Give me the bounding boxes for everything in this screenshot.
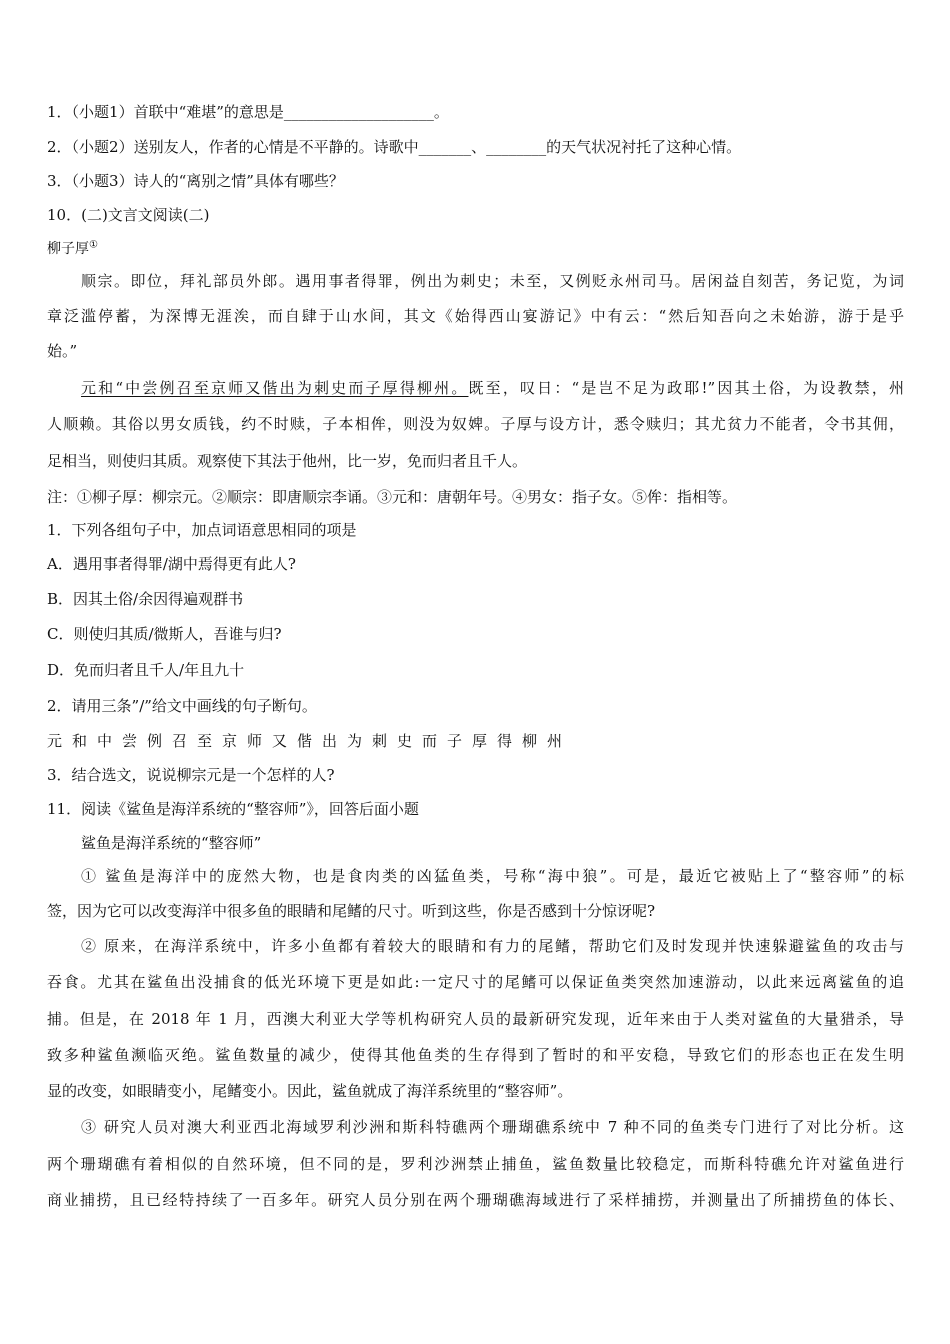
option-b: B．因其土俗/余因得遍观群书: [47, 590, 244, 608]
passage-p1-line2: 章泛滥停蓄，为深博无涯涘，而自肆于山水间，其文《始得西山宴游记》中有云：“然后知吾向之未始游，游于是乎: [47, 307, 904, 325]
article-p2-line4: 致多种鲨鱼濒临灭绝。鲨鱼数量的减少，使得其他鱼类的生存得到了暂时的和平安稳，导致它们的形态也正在发生明: [47, 1046, 904, 1064]
sub-question-2: 2．请用三条”/”给文中画线的句子断句。: [47, 697, 317, 715]
passage-p1-line1: 顺宗。即位，拜礼部员外郎。遇用事者得罪，例出为刺史；未至，又例贬永州司马。居闲益自刻苦，务记览，为词: [81, 272, 904, 290]
sub-question-1: 1．下列各组句子中，加点词语意思相同的项是: [47, 521, 357, 539]
section-10-heading: 10．(二)文言文阅读(二): [47, 206, 210, 224]
sub-question-3: 3．结合选文，说说柳宗元是一个怎样的人?: [47, 766, 335, 784]
passage-title: [47, 239, 98, 259]
footnote-marker: ①: [89, 239, 98, 251]
option-d: D．免而归者且千人/年且九十: [47, 661, 245, 679]
question-3: 3．（小题3）诗人的“离别之情”具体有哪些？: [47, 172, 344, 190]
passage-p2-line1: [81, 378, 904, 398]
article-p1-line2: 签，因为它可以改变海洋中很多鱼的眼睛和尾鳍的尺寸。听到这些，你是否感到十分惊讶呢?: [47, 902, 656, 920]
article-p2-line2: 吞食。尤其在鲨鱼出没捕食的低光环境下更是如此:一定尺寸的尾鳍可以保证鱼类突然加速游动，以此来远离鲨鱼的追: [47, 973, 904, 991]
passage-p2-line2: 人顺赖。其俗以男女质钱，约不时赎，子本相侔，则没为奴婢。子厚与设方计，悉令赎归；其尤贫力不能者，令书其佣，: [47, 415, 904, 433]
passage-title-text: 柳子厚: [47, 241, 89, 257]
option-c: C．则使归其质/微斯人，吾谁与归?: [47, 625, 282, 643]
article-p2-line5: 显的改变，如眼睛变小，尾鳍变小。因此，鲨鱼就成了海洋系统里的“整容师”。: [47, 1082, 573, 1100]
question-1: 1．（小题1）首联中“难堪”的意思是____________________。: [47, 103, 449, 121]
underlined-sentence: 元和“中尝例召至京师又偕出为刺史而子厚得柳州。: [81, 379, 469, 397]
article-title: 鲨鱼是海洋系统的“整容师”: [81, 834, 262, 852]
section-11-heading: 11．阅读《鲨鱼是海洋系统的“整容师”》，回答后面小题: [47, 800, 419, 818]
passage-p1-line3: 始。”: [47, 342, 78, 360]
article-p3-line2: 两个珊瑚礁有着相似的自然环境，但不同的是，罗利沙洲禁止捕鱼，鲨鱼数量比较稳定，而斯科特礁允许对鲨鱼进行: [47, 1155, 904, 1173]
article-p1-line1: ① 鲨鱼是海洋中的庞然大物，也是食肉类的凶猛鱼类，号称“海中狼”。可是，最近它被贴上了“整容师”的标: [81, 867, 904, 885]
question-2: 2．（小题2）送别友人，作者的心情是不平静的。诗歌中_______、________的天气状况衬托了这种心情。: [47, 138, 742, 156]
sentence-to-punctuate: 元和中尝例召至京师又偕出为刺史而子厚得柳州: [47, 732, 573, 750]
article-p2-line1: ② 原来，在海洋系统中，许多小鱼都有着较大的眼睛和有力的尾鳍，帮助它们及时发现并快速躲避鲨鱼的攻击与: [81, 937, 904, 955]
article-p3-line1: ③ 研究人员对澳大利亚西北海域罗利沙洲和斯科特礁两个珊瑚礁系统中 7 种不同的鱼类专门进行了对比分析。这: [81, 1118, 904, 1136]
option-a: A．遇用事者得罪/湖中焉得更有此人?: [47, 555, 296, 573]
passage-p2-line1-rest: 既至，叹日：“是岂不足为政耶!”因其土俗，为设教禁，州: [468, 379, 904, 397]
article-p3-line3: 商业捕捞，且已经特持续了一百多年。研究人员分别在两个珊瑚礁海域进行了采样捕捞，并测量出了所捕捞鱼的体长、: [47, 1191, 904, 1209]
passage-p2-line3: 足相当，则使归其质。观察使下其法于他州，比一岁，免而归者且千人。: [47, 452, 528, 470]
article-p2-line3: 捕。但是，在 2018 年 1 月，西澳大利亚大学等机构研究人员的最新研究发现，近年来由于人类对鲨鱼的大量猎杀，导: [47, 1010, 904, 1028]
footnotes: 注：①柳子厚：柳宗元。②顺宗：即唐顺宗李诵。③元和：唐朝年号。④男女：指子女。⑤侔：指相等。: [47, 488, 738, 506]
